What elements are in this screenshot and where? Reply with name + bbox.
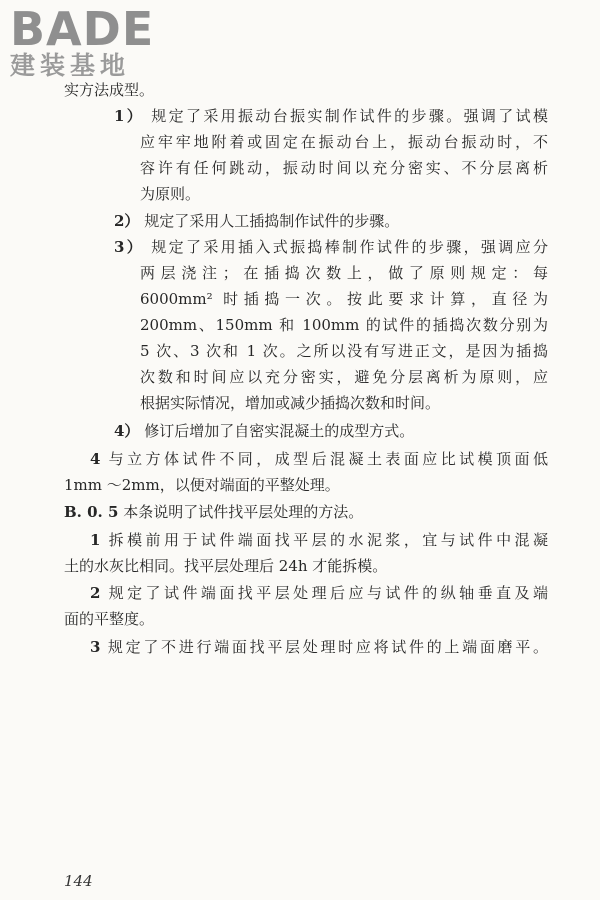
list-item-line: 1） 规定了采用振动台振实制作试件的步骤。强调了试模 xyxy=(114,107,548,125)
text-line: 根据实际情况，增加或减少插捣次数和时间。 xyxy=(140,394,441,412)
clause-line: 1 拆模前用于试件端面找平层的水泥浆，宜与试件中混凝 xyxy=(90,531,548,549)
clause-line: 4 与立方体试件不同，成型后混凝土表面应比试模顶面低 xyxy=(90,450,548,468)
text-line: 5 次、3 次和 1 次。之所以没有写进正文，是因为插捣 xyxy=(140,342,548,360)
text-line: 两层浇注；在插捣次数上，做了原则规定：每 xyxy=(140,264,548,282)
section-heading-line: B. 0. 5 本条说明了试件找平层处理的方法。 xyxy=(64,503,364,521)
logo-wordmark: BADE xyxy=(10,2,155,56)
text-line: 容许有任何跳动，振动时间以充分密实、不分层离析 xyxy=(140,159,548,177)
text-line: 1mm ～2mm，以便对端面的平整处理。 xyxy=(64,476,340,494)
text-line: 土的水灰比相同。找平层处理后 24h 才能拆模。 xyxy=(64,557,388,575)
text-line: 6000mm² 时插捣一次。按此要求计算，直径为 xyxy=(140,290,548,308)
text-line: 为原则。 xyxy=(140,185,201,203)
page-number: 144 xyxy=(64,872,93,890)
text-line: 应牢牢地附着或固定在振动台上，振动台振动时，不 xyxy=(140,133,548,151)
list-item-line: 2） 规定了采用人工插捣制作试件的步骤。 xyxy=(114,212,400,230)
text-line: 200mm、150mm 和 100mm 的试件的插捣次数分别为 xyxy=(140,316,548,334)
list-item-line: 4） 修订后增加了自密实混凝土的成型方式。 xyxy=(114,422,415,440)
clause-line: 2 规定了试件端面找平层处理后应与试件的纵轴垂直及端 xyxy=(90,584,548,602)
text-line: 次数和时间应以充分密实，避免分层离析为原则，应 xyxy=(140,368,548,386)
text-line: 实方法成型。 xyxy=(64,81,155,99)
clause-line: 3 规定了不进行端面找平层处理时应将试件的上端面磨平。 xyxy=(90,638,548,656)
text-line: 面的平整度。 xyxy=(64,610,155,628)
bade-logo xyxy=(10,4,180,80)
list-item-line: 3） 规定了采用插入式振捣棒制作试件的步骤，强调应分 xyxy=(114,238,548,256)
logo-subtitle: 建装基地 xyxy=(10,51,131,80)
